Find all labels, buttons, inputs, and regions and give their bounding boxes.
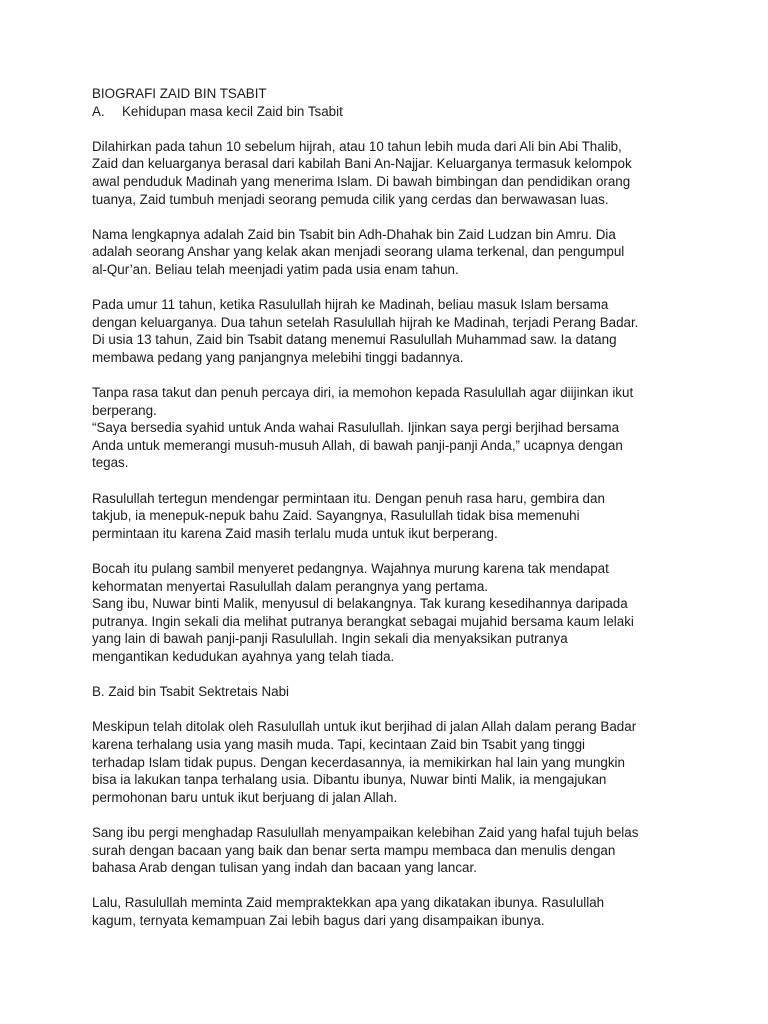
text-line: berperang. xyxy=(92,402,157,418)
text-line: Nama lengkapnya adalah Zaid bin Tsabit bin Adh-Dhahak bin Zaid Ludzan bin Amru. Dia xyxy=(92,226,616,242)
paragraph xyxy=(92,560,692,666)
text-line: bisa ia lakukan tanpa terhalang usia. Dibantu ibunya, Nuwar binti Malik, ia mengajukan xyxy=(92,772,607,788)
document-title: BIOGRAFI ZAID BIN TSABIT xyxy=(92,86,267,101)
text-line: putranya. Ingin sekali dia melihat putranya berangkat sebagai mujahid bersama kaum lelaki xyxy=(92,613,634,629)
section-b-heading: B. Zaid bin Tsabit Sektretais Nabi xyxy=(92,684,289,700)
text-line: Zaid dan keluarganya berasal dari kabilah Bani An-Najjar. Keluarganya termasuk kelompok xyxy=(92,156,632,172)
document-page xyxy=(92,85,692,930)
text-line: Dilahirkan pada tahun 10 sebelum hijrah, atau 10 tahun lebih muda dari Ali bin Abi Thalib, xyxy=(92,138,622,154)
text-line: Anda untuk memerangi musuh-musuh Allah, di bawah panji-panji Anda,” ucapnya dengan xyxy=(92,437,623,453)
text-line: Tanpa rasa takut dan penuh percaya diri, ia memohon kepada Rasulullah agar diijinkan ikut xyxy=(92,385,634,401)
text-line: tegas. xyxy=(92,455,129,471)
text-line: bahasa Arab dengan tulisan yang indah dan bacaan yang lancar. xyxy=(92,860,477,876)
paragraph xyxy=(92,296,692,366)
text-line: terhadap Islam tidak pupus. Dengan kecerdasannya, ia memikirkan hal lain yang mungkin xyxy=(92,754,625,770)
paragraph xyxy=(92,824,692,877)
text-line: takjub, ia menepuk-nepuk bahu Zaid. Sayangnya, Rasulullah tidak bisa memenuhi xyxy=(92,508,580,524)
text-line: Di usia 13 tahun, Zaid bin Tsabit datang menemui Rasulullah Muhammad saw. Ia datang xyxy=(92,332,617,348)
paragraph xyxy=(92,138,692,208)
text-line: membawa pedang yang panjangnya melebihi tinggi badannya. xyxy=(92,349,464,365)
text-line: mengantikan kedudukan ayahnya yang telah tiada. xyxy=(92,649,395,664)
text-line: tuanya, Zaid tumbuh menjadi seorang pemuda cilik yang cerdas dan berwawasan luas. xyxy=(92,191,609,207)
text-line: Sang ibu, Nuwar binti Malik, menyusul di belakangnya. Tak kurang kesedihannya daripada xyxy=(92,596,628,612)
section-a-body xyxy=(92,120,692,665)
text-line: Rasulullah tertegun mendengar permintaan itu. Dengan penuh rasa haru, gembira dan xyxy=(92,490,605,506)
text-line: “Saya bersedia syahid untuk Anda wahai Rasulullah. Ijinkan saya pergi berjihad bersama xyxy=(92,420,620,436)
section-a-heading xyxy=(92,103,692,121)
text-line: kagum, ternyata kemampuan Zai lebih bagus dari yang disampaikan ibunya. xyxy=(92,912,545,928)
text-line: dengan keluarganya. Dua tahun setelah Rasulullah hijrah ke Madinah, terjadi Perang Badar. xyxy=(92,314,639,330)
text-line: adalah seorang Anshar yang kelak akan menjadi seorang ulama terkenal, dan pengumpul xyxy=(92,244,625,260)
paragraph xyxy=(92,384,692,472)
paragraph xyxy=(92,894,692,929)
section-a-title: Kehidupan masa kecil Zaid bin Tsabit xyxy=(122,103,343,119)
section-a-letter: A. xyxy=(92,103,105,119)
text-line: Pada umur 11 tahun, ketika Rasulullah hijrah ke Madinah, beliau masuk Islam bersama xyxy=(92,297,609,313)
text-line: Lalu, Rasulullah meminta Zaid mempraktekkan apa yang dikatakan ibunya. Rasulullah xyxy=(92,895,605,911)
text-line: yang lain di bawah panji-panji Rasulullah. Ingin sekali dia menyaksikan putranya xyxy=(92,631,568,647)
text-line: karena terhalang usia yang masih muda. Tapi, kecintaan Zaid bin Tsabit yang tinggi xyxy=(92,736,586,752)
text-line: Sang ibu pergi menghadap Rasulullah menyampaikan kelebihan Zaid yang hafal tujuh belas xyxy=(92,824,639,840)
section-b-body xyxy=(92,701,692,930)
paragraph xyxy=(92,490,692,543)
text-line: al-Qur’an. Beliau telah meenjadi yatim pada usia enam tahun. xyxy=(92,261,459,277)
text-line: permintaan itu karena Zaid masih terlalu muda untuk ikut berperang. xyxy=(92,525,498,541)
text-line: surah dengan bacaan yang baik dan benar serta mampu membaca dan menulis dengan xyxy=(92,842,616,858)
text-line: awal penduduk Madinah yang menerima Islam. Di bawah bimbingan dan pendidikan orang xyxy=(92,173,631,189)
text-line: kehormatan menyertai Rasulullah dalam perangnya yang pertama. xyxy=(92,578,488,594)
text-line: permohonan baru untuk ikut berjuang di jalan Allah. xyxy=(92,789,398,805)
paragraph xyxy=(92,718,692,806)
paragraph xyxy=(92,226,692,279)
text-line: Bocah itu pulang sambil menyeret pedangnya. Wajahnya murung karena tak mendapat xyxy=(92,561,609,577)
text-line: Meskipun telah ditolak oleh Rasulullah untuk ikut berjihad di jalan Allah dalam perang Badar xyxy=(92,719,637,735)
